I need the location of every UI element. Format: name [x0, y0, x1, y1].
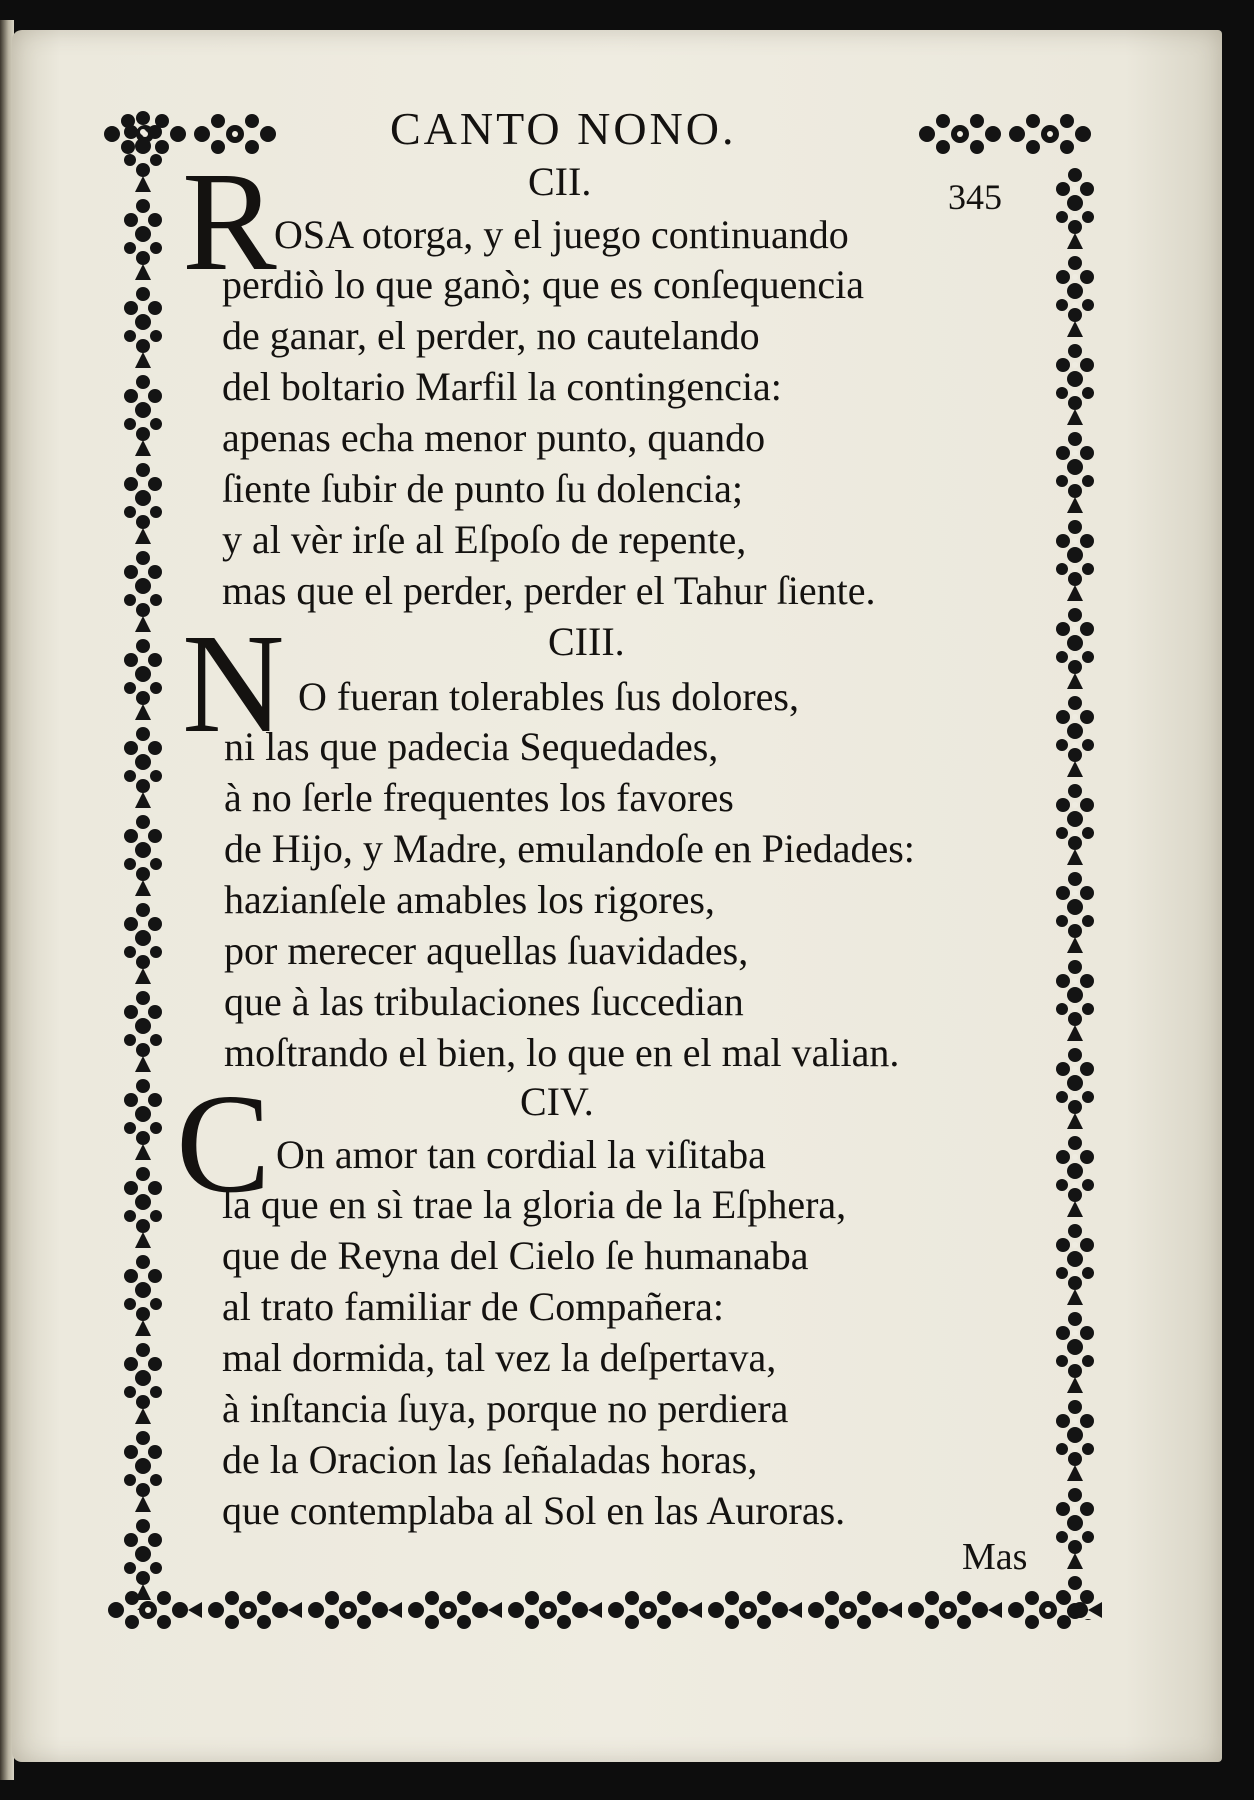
verse-line: del boltario Marfil la contingencia: [222, 364, 782, 409]
left-border-ornament-icon [118, 108, 168, 1610]
right-border-ornament-icon [1050, 165, 1100, 1620]
catchword: Mas [962, 1536, 1028, 1578]
verse-line: hazianſele amables los rigores, [224, 877, 715, 922]
verse-line: que de Reyna del Cielo ſe humanaba [222, 1233, 809, 1278]
drop-cap-r: R [182, 142, 277, 300]
page-title: CANTO NONO. [390, 103, 737, 154]
verse-line: al trato familiar de Compañera: [222, 1284, 725, 1329]
verse-line: mal dormida, tal vez la deſpertava, [222, 1335, 777, 1380]
verse-line: On amor tan cordial la viſitaba [276, 1132, 766, 1177]
verse-line: moſtrando el bien, lo que en el mal valian. [224, 1030, 900, 1075]
verse-line: por merecer aquellas ſuavidades, [224, 928, 749, 973]
verse-line: que contemplaba al Sol en las Auroras. [222, 1488, 846, 1533]
verse-line: ſiente ſubir de punto ſu dolencia; [222, 466, 743, 511]
stanza-numeral-ciii: CIII. [548, 619, 625, 664]
verse-line: à no ſerle frequentes los favores [224, 775, 734, 820]
verse-line: que à las tribulaciones ſuccedian [224, 979, 744, 1024]
verse-line: mas que el perder, perder el Tahur ſiente. [222, 568, 876, 613]
page-number: 345 [948, 177, 1002, 217]
verse-line: de Hijo, y Madre, emulandoſe en Piedades: [224, 826, 915, 871]
verse-line: à inſtancia ſuya, porque no perdiera [222, 1386, 789, 1431]
drop-cap-c: C [176, 1064, 271, 1222]
verse-line: OSA otorga, y el juego continuando [274, 212, 849, 257]
bottom-border-ornament-icon [104, 1584, 1104, 1636]
stanza-numeral-cii: CII. [528, 159, 592, 204]
verse-line: apenas echa menor punto, quando [222, 415, 766, 460]
verse-line: O fueran tolerables ſus dolores, [298, 674, 799, 719]
top-right-ornament-icon [915, 108, 1095, 160]
stanza-numeral-civ: CIV. [520, 1079, 594, 1124]
verse-line: y al vèr irſe al Eſpoſo de repente, [222, 517, 747, 562]
verse-line: de la Oracion las ſeñaladas horas, [222, 1437, 758, 1482]
verse-line: ni las que padecia Sequedades, [224, 724, 719, 769]
verse-line: de ganar, el perder, no cautelando [222, 313, 760, 358]
drop-cap-n: N [182, 604, 285, 762]
verse-line: la que en sì trae la gloria de la Eſphera, [222, 1182, 847, 1227]
verse-line: perdiò lo que ganò; que es conſequencia [222, 262, 864, 307]
